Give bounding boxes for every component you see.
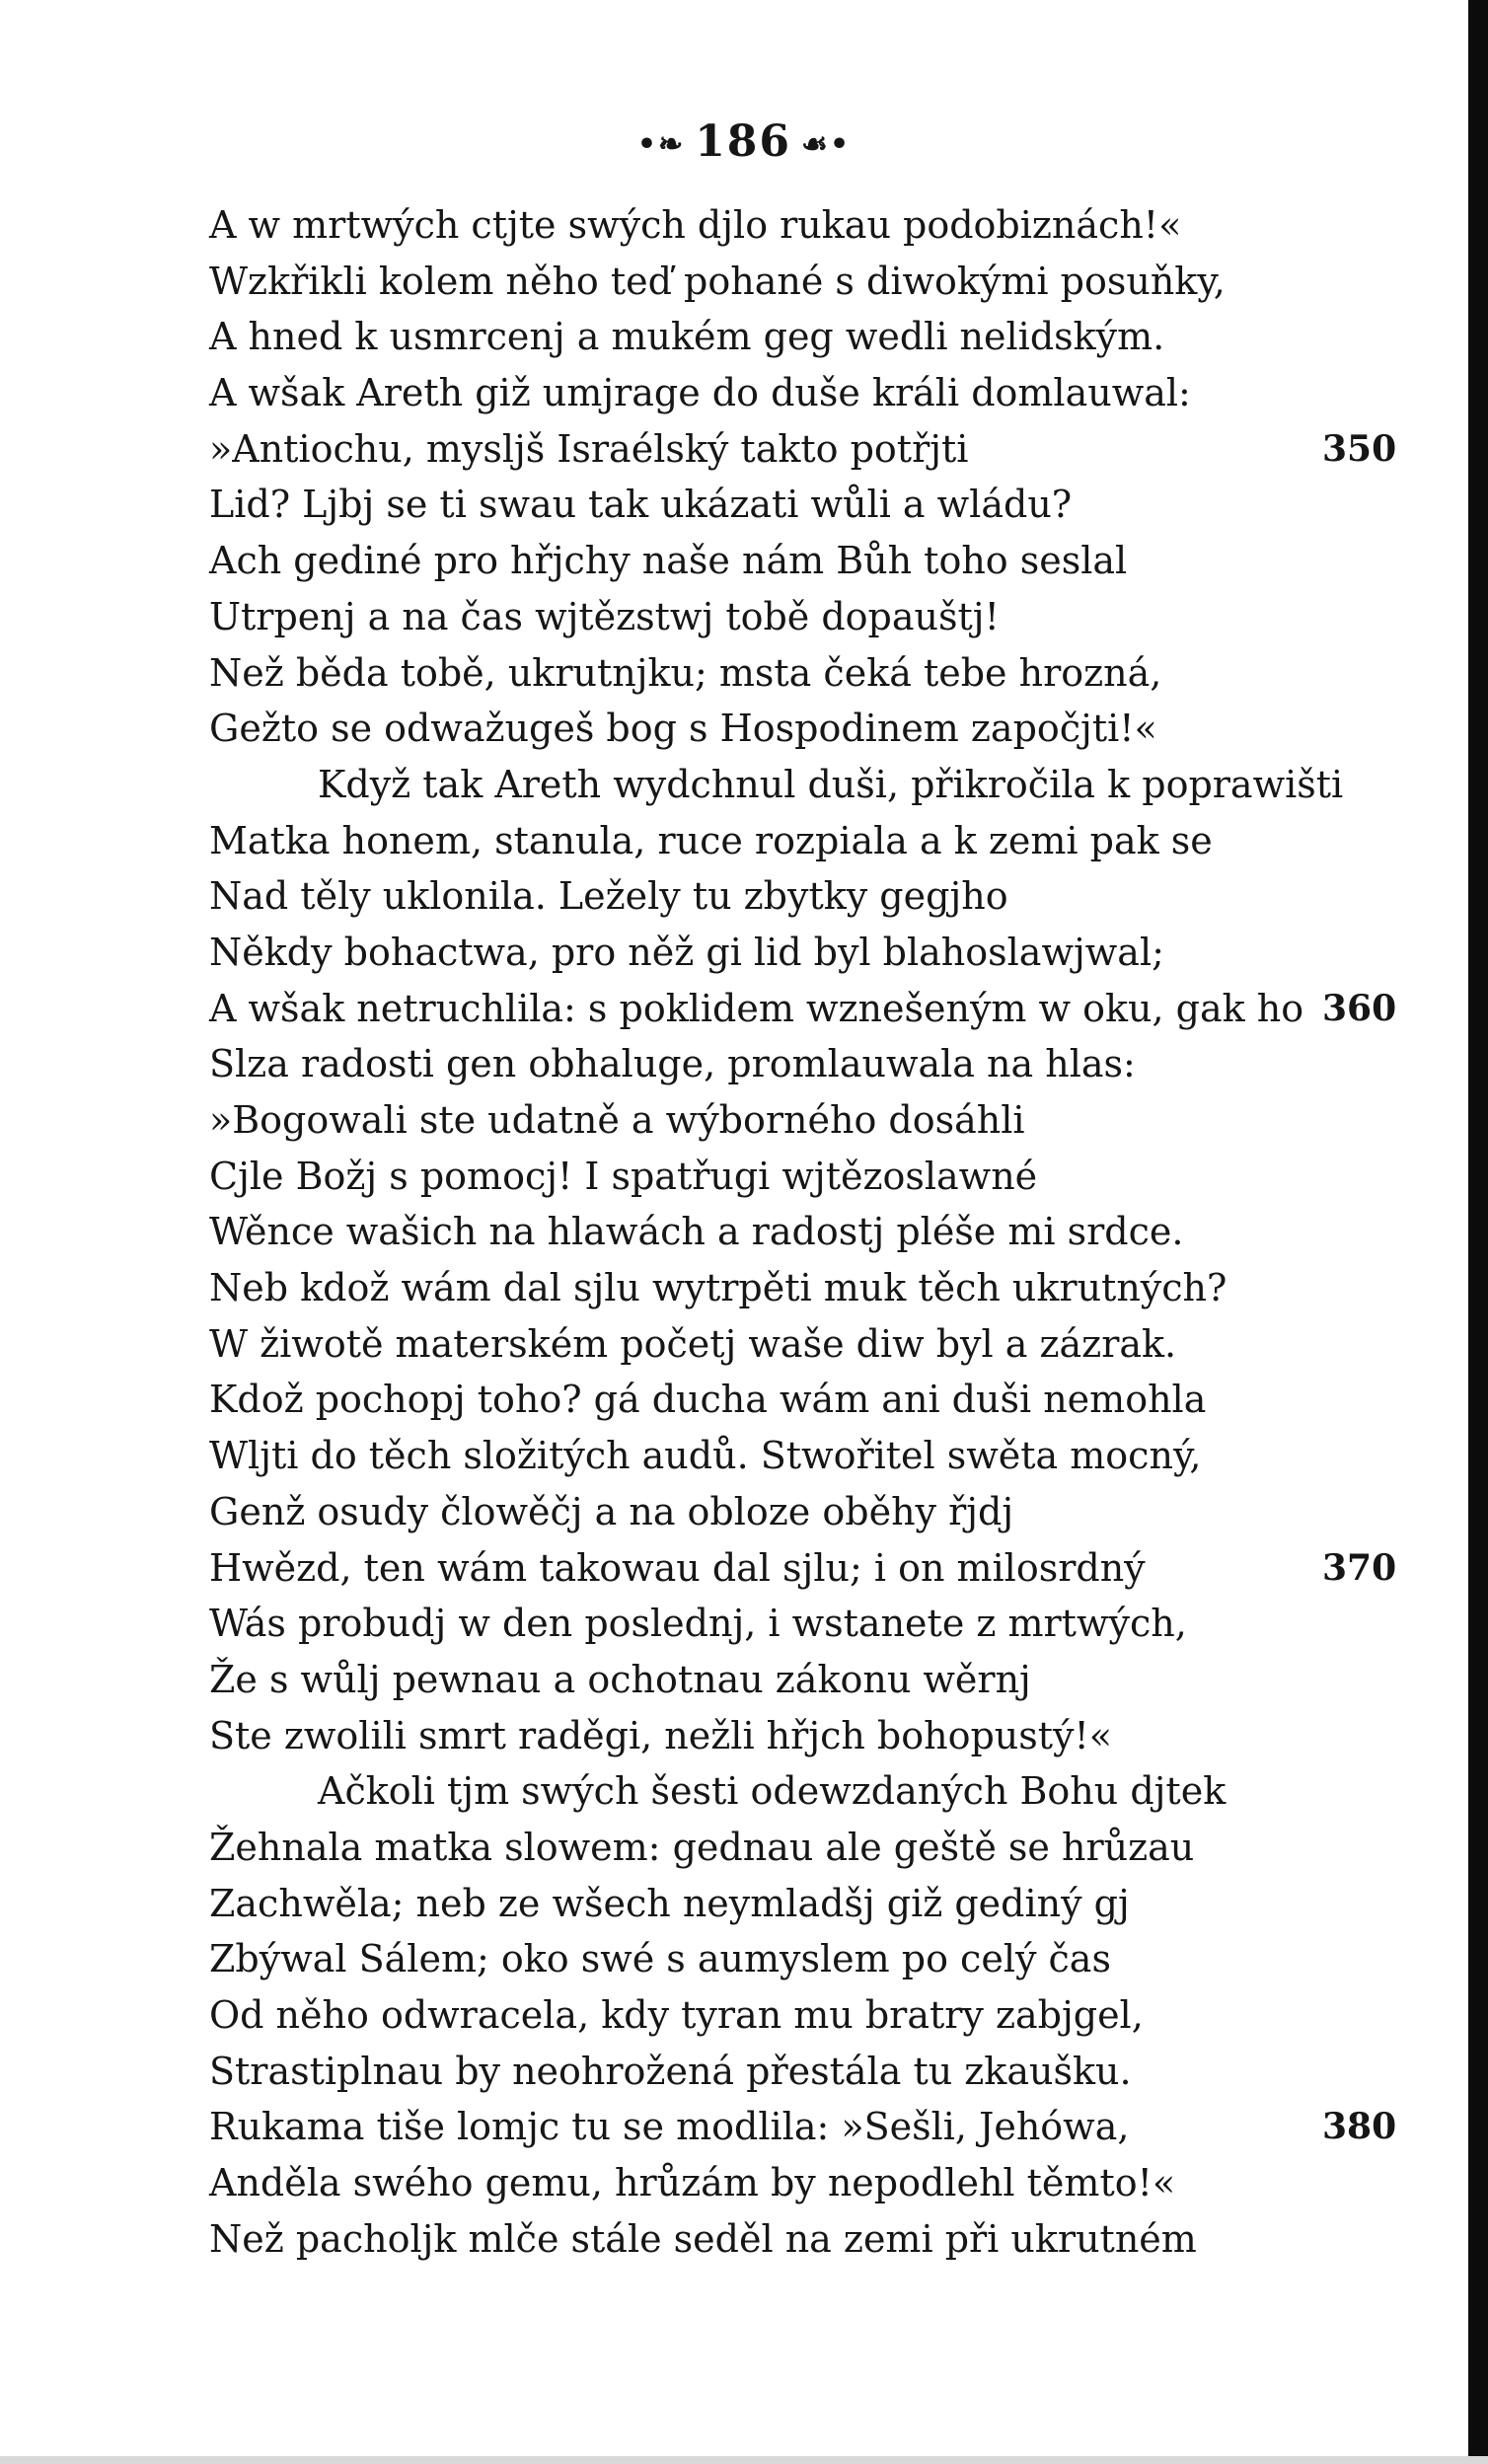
verse-line [209, 1260, 1393, 1316]
verse-line-text: Než běda tobě, ukrutnjku; msta čeká tebe hrozná, [209, 650, 1162, 695]
page-header [0, 116, 1488, 167]
verse-line-text: »Antiochu, mysljš Israélský takto potřjti [209, 426, 969, 471]
line-number: 370 [1322, 1546, 1397, 1589]
ornament-right: ☙• [801, 127, 852, 162]
verse-line-text: Kdož pochopj toho? gá ducha wám ani duši nemohla [209, 1378, 1207, 1422]
verse-line-text: Ačkoli tjm swých šesti odewzdaných Bohu djtek [318, 1769, 1227, 1814]
verse-line [209, 1596, 1393, 1652]
verse-line-text: Zachwěla; neb ze wšech neymladšj giž gediný gj [209, 1881, 1130, 1925]
verse-line-text: Wzkřikli kolem něho teď pohané s diwokými posuňky, [209, 259, 1226, 303]
verse-line-text: Ste zwolili smrt raděgi, nežli hřjch bohopustý!« [209, 1713, 1113, 1757]
verse-line-text: Lid? Ljbj se ti swau tak ukázati wůli a wládu? [209, 483, 1073, 527]
verse-line-text: A wšak netruchlila: s poklidem wznešeným w oku, gak ho [209, 986, 1304, 1030]
verse-line [209, 477, 1393, 533]
verse-line [209, 1652, 1393, 1708]
verse-line-text: Gežto se odwažugeš bog s Hospodinem započjti!« [209, 707, 1157, 751]
verse-line [209, 1204, 1393, 1260]
verse-line [209, 1036, 1393, 1092]
line-number: 360 [1322, 987, 1397, 1029]
verse-line [209, 421, 1397, 478]
verse-line [209, 197, 1393, 254]
verse-line-text: Někdy bohactwa, pro něž gi lid byl blahoslawjwal; [209, 930, 1164, 974]
verse-line-text: Hwězd, ten wám takowau dal sjlu; i on milosrdný [209, 1545, 1146, 1590]
ornament-left: •❧ [636, 127, 686, 162]
verse-line [209, 1820, 1393, 1876]
verse-line-text: Utrpenj a na čas wjtězstwj tobě dopauštj! [209, 594, 1000, 638]
verse-line [209, 2211, 1393, 2268]
verse-line-text: Neb kdož wám dal sjlu wytrpěti muk těch ukrutných? [209, 1266, 1228, 1310]
verse-line [209, 757, 1393, 813]
verse-line [209, 1540, 1397, 1597]
verse-line [209, 2155, 1393, 2211]
verse-line [209, 2099, 1397, 2155]
verse-line [209, 533, 1393, 589]
verse-line-text: Genž osudy člowěčj a na obloze oběhy řjdj [209, 1489, 1014, 1533]
verse-line-text: Nad těly uklonila. Ležely tu zbytky gegjho [209, 874, 1008, 919]
verse-line-text: Wěnce wašich na hlawách a radostj pléše mi srdce. [209, 1210, 1184, 1254]
verse-line [209, 1987, 1393, 2044]
verse-line-text: Ach gediné pro hřjchy naše nám Bůh toho seslal [209, 539, 1128, 583]
verse-line [209, 868, 1393, 925]
verse-line-text: A hned k usmrcenj a mukém geg wedli nelidským. [209, 315, 1165, 359]
verse-line [209, 1316, 1393, 1373]
verse-line [209, 1484, 1393, 1540]
verse-line [209, 1708, 1393, 1764]
verse-line-text: Cjle Božj s pomocj! I spatřugi wjtězoslawné [209, 1154, 1038, 1198]
verse-line [209, 813, 1393, 869]
poem-text-block [209, 197, 1397, 2267]
verse-line-text: Žehnala matka slowem: gednau ale geště se hrůzau [209, 1825, 1195, 1869]
verse-line-text: »Bogowali ste udatně a wýborného dosáhli [209, 1098, 1025, 1142]
verse-line-text: Že s wůlj pewnau a ochotnau zákonu wěrnj [209, 1657, 1031, 1701]
verse-line-text: Rukama tiše lomjc tu se modlila: »Sešli, Jehówa, [209, 2105, 1130, 2149]
verse-line-text: Zbýwal Sálem; oko swé s aumyslem po celý čas [209, 1937, 1111, 1981]
verse-line-text: W žiwotě materském početj waše diw byl a zázrak. [209, 1321, 1177, 1366]
verse-line [209, 925, 1393, 981]
verse-line [209, 2044, 1393, 2100]
verse-line [209, 1428, 1393, 1484]
verse-line [209, 1931, 1393, 1987]
verse-line [209, 365, 1393, 421]
verse-line-text: Wljti do těch složitých audů. Stwořitel swěta mocný, [209, 1434, 1202, 1478]
verse-line-text: Slza radosti gen obhaluge, promlauwala na hlas: [209, 1042, 1136, 1086]
scan-edge-border [1468, 0, 1488, 2464]
verse-line-text: Matka honem, stanula, ruce rozpiala a k zemi pak se [209, 818, 1213, 862]
verse-line-text: Od něho odwracela, kdy tyran mu bratry zabjgel, [209, 1993, 1144, 2037]
line-number: 350 [1322, 427, 1397, 470]
verse-line [209, 1092, 1393, 1149]
verse-line [209, 1149, 1393, 1205]
verse-line [209, 1372, 1393, 1428]
verse-line [209, 254, 1393, 310]
page-number: 186 [695, 116, 792, 167]
verse-line [209, 309, 1393, 365]
verse-line [209, 645, 1393, 702]
verse-line-text: A w mrtwých ctjte swých djlo rukau podobiznách!« [209, 203, 1182, 247]
verse-line-text: Strastiplnau by neohrožená přestála tu zkaušku. [209, 2049, 1132, 2093]
verse-line-text: Než pacholjk mlče stále seděl na zemi při ukrutném [209, 2216, 1197, 2261]
verse-line-text: Wás probudj w den poslednj, i wstanete z mrtwých, [209, 1602, 1187, 1646]
verse-line [209, 1876, 1393, 1932]
verse-line-text: Anděla swého gemu, hrůzám by nepodlehl těmto!« [209, 2161, 1176, 2205]
scan-bottom-shadow [0, 2456, 1488, 2464]
verse-line-text: Když tak Areth wydchnul duši, přikročila k poprawišti [318, 762, 1344, 806]
verse-line [209, 701, 1393, 757]
verse-line [209, 589, 1393, 645]
line-number: 380 [1322, 2106, 1397, 2148]
verse-line [209, 1763, 1393, 1820]
verse-line-text: A wšak Areth giž umjrage do duše králi domlauwal: [209, 371, 1191, 415]
verse-line [209, 981, 1397, 1037]
